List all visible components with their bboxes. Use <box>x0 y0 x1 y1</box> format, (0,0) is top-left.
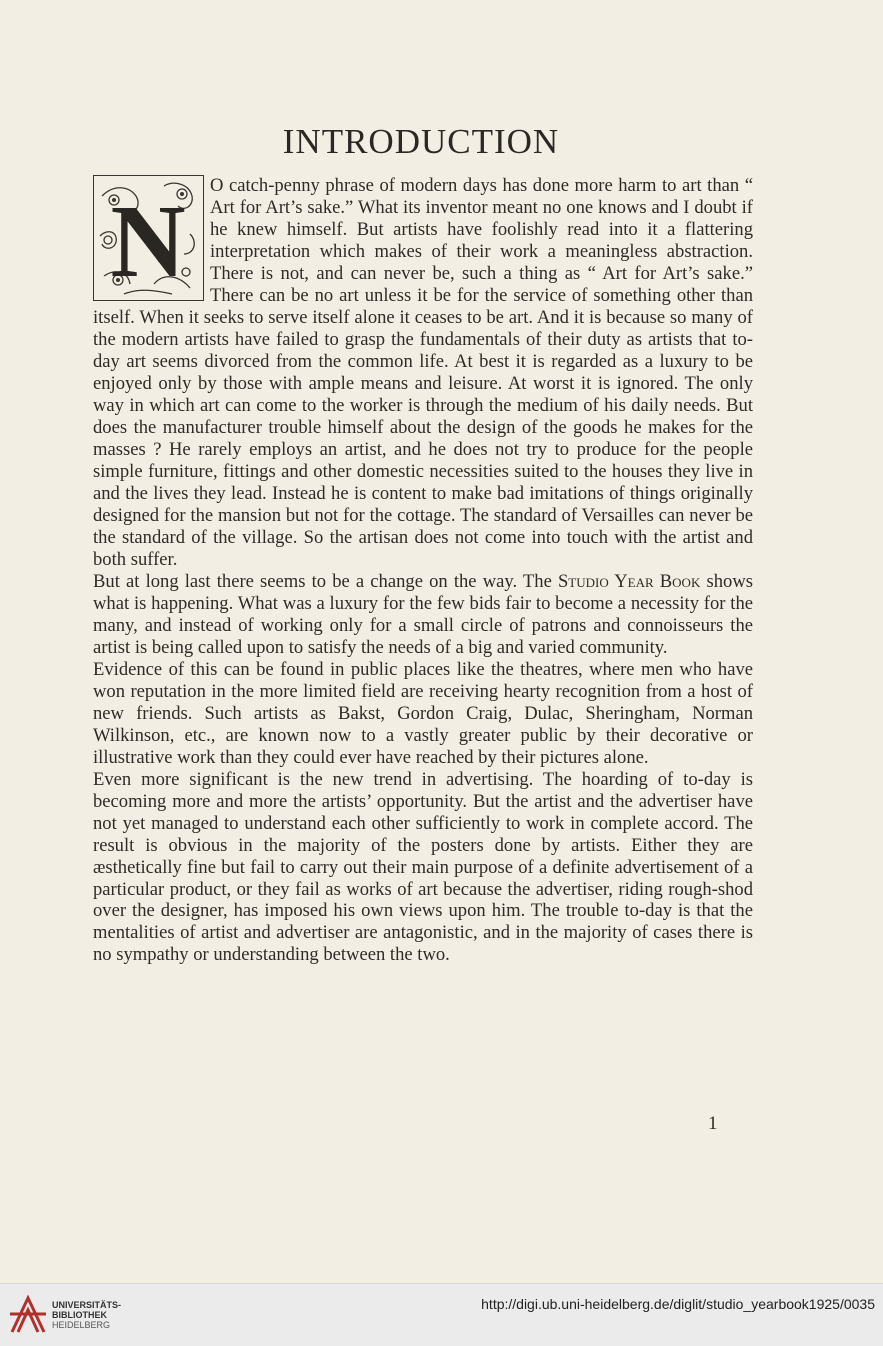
page-title: INTRODUCTION <box>282 122 560 161</box>
paragraph-1 <box>93 175 753 571</box>
paragraph-4: Even more significant is the new trend in advertising. The hoarding of to-day is becoming more and more the artists’ opportunity. But the artist and the advertiser have not yet managed to understand each other sufficiently to work in complete accord. The result is obvious in the majority of the posters done by artists. Either they are æsthetically fine but fail to carry out their main purpose of a definite advertisement of a particular product, or they fail as works of art because the advertiser, riding rough-shod over the designer, has imposed his own views upon him. The trouble to-day is that the mentalities of artist and advertiser are antagonistic, and in the majority of cases there is no sympathy or understanding between the two. <box>93 768 753 966</box>
dropcap-letter: N <box>110 184 186 299</box>
library-name-line3: HEIDELBERG <box>52 1320 111 1330</box>
publication-name: Studio Year Book <box>557 570 701 592</box>
source-url-link[interactable]: http://digi.ub.uni-heidelberg.de/diglit/studio_yearbook1925/0035 <box>481 1296 875 1312</box>
paragraph-1-text: O catch-penny phrase of modern days has done more harm to art than “ Art for Art’s sake.” What its inventor meant no one knows and I doubt if he knew himself. But artists have foolishly read into it a flattering interpretation which makes of their work a meaningless abstraction. There is not, and can never be, such a thing as “ Art for Art’s sake.” There can be no art unless it be for the service of something other than itself. When it seeks to serve itself alone it ceases to be art. And it is because so many of the modern artists have failed to grasp the fundamentals of their duty as artists that to-day art seems divorced from the common life. At best it is regarded as a luxury to be enjoyed only by those with ample means and leisure. At worst it is ignored. The only way in which art can come to the worker is through the medium of his daily needs. But does the manufacturer trouble himself about the design of the goods he makes for the masses ? He rarely employs an artist, and he does not try to produce for the people simple furniture, fittings and other domestic necessities suited to the houses they live in and the lives they lead. Instead he is content to make bad imitations of things originally designed for the mansion but not for the cottage. The standard of Versailles can never be the standard of the village. So the artisan does not come into touch with the artist and both suffer. <box>93 175 753 570</box>
dropcap-ornament <box>93 175 204 301</box>
paragraph-2 <box>93 571 753 659</box>
body-text <box>93 175 753 966</box>
dropcap-ornament-art <box>94 176 202 299</box>
library-name-line1: UNIVERSITÄTS- <box>52 1300 122 1310</box>
library-logo-icon <box>8 1292 48 1336</box>
library-name <box>52 1300 121 1330</box>
footer-bar <box>0 1283 883 1346</box>
page-number: 1 <box>708 1113 718 1134</box>
paragraph-2-start: But at long last there seems to be a change on the way. The <box>93 570 558 592</box>
library-name-line2: BIBLIOTHEK <box>52 1310 107 1320</box>
paragraph-2-end: shows what is happening. What was a luxury for the few bids fair to become a necessity for the many, and instead of working only for a small circle of patrons and connoisseurs the artist is being called upon to satisfy the needs of a big and varied community. <box>93 570 753 658</box>
paragraph-3: Evidence of this can be found in public places like the theatres, where men who have won reputation in the more limited field are receiving hearty recognition from a host of new friends. Such artists as Bakst, Gordon Craig, Dulac, Sheringham, Norman Wilkinson, etc., are known now to a vastly greater public by their decorative or illustrative work than they could ever have reached by their pictures alone. <box>93 658 753 768</box>
library-logo[interactable] <box>8 1292 48 1336</box>
